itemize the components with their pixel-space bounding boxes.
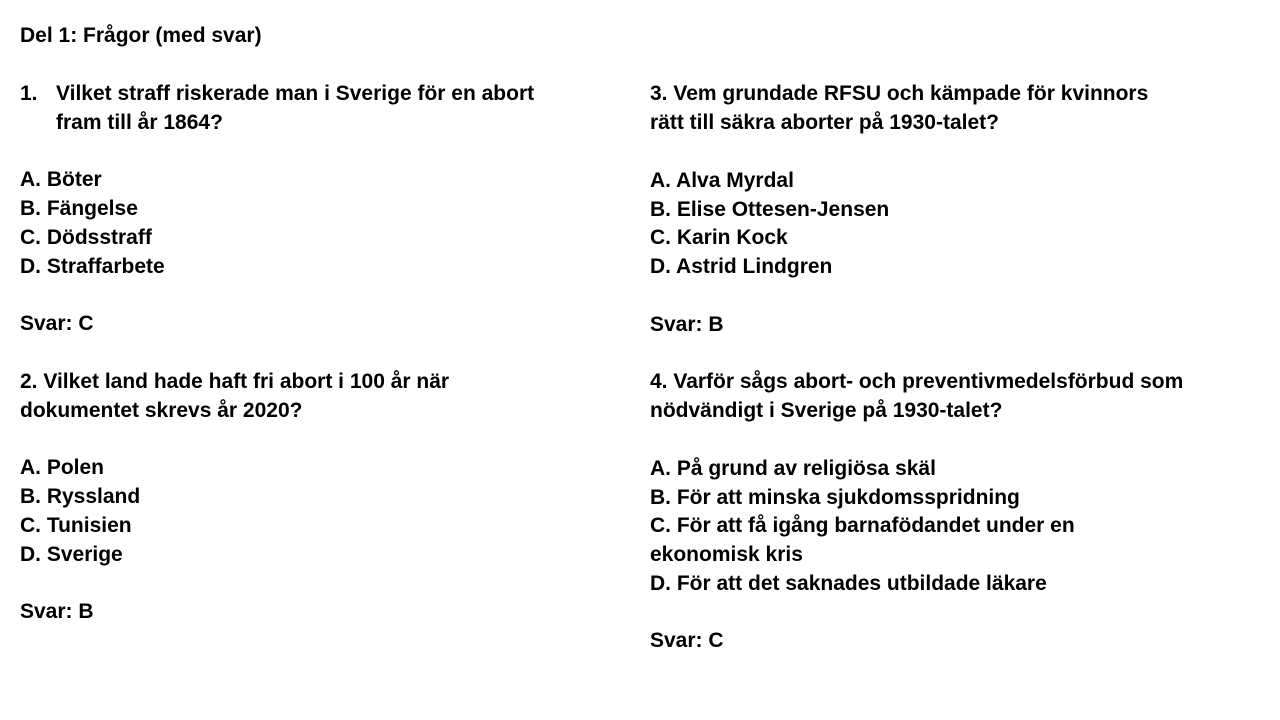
answer: Svar: B <box>20 600 94 623</box>
option-c: C. Karin Kock <box>650 226 788 249</box>
question-text-line: 4. Varför sågs abort- och preventivmedelsförbud som <box>650 370 1184 393</box>
answer: Svar: C <box>650 629 724 652</box>
option-c: C. Tunisien <box>20 514 132 537</box>
question-text-line: 2. Vilket land hade haft fri abort i 100 år när <box>20 370 450 393</box>
option-c: C. För att få igång barnafödandet under en <box>650 514 1075 537</box>
question-number: 1. <box>20 82 38 105</box>
option-a: A. På grund av religiösa skäl <box>650 457 936 480</box>
option-c: C. Dödsstraff <box>20 226 152 249</box>
question-text-line: rätt till säkra aborter på 1930-talet? <box>650 111 999 134</box>
option-a: A. Böter <box>20 168 102 191</box>
option-b: B. Elise Ottesen-Jensen <box>650 198 890 221</box>
question-text-line: dokumentet skrevs år 2020? <box>20 399 303 422</box>
option-b: B. För att minska sjukdomsspridning <box>650 486 1020 509</box>
option-d: D. Sverige <box>20 543 123 566</box>
option-b: B. Fängelse <box>20 197 138 220</box>
question-text-line: 3. Vem grundade RFSU och kämpade för kvinnors <box>650 82 1149 105</box>
option-c-continuation: ekonomisk kris <box>650 543 803 566</box>
option-d: D. Straffarbete <box>20 255 165 278</box>
answer: Svar: B <box>650 313 724 336</box>
answer: Svar: C <box>20 312 94 335</box>
option-a: A. Polen <box>20 456 105 479</box>
option-d: D. För att det saknades utbildade läkare <box>650 572 1047 595</box>
question-text-line: fram till år 1864? <box>56 111 223 134</box>
question-text-line: nödvändigt i Sverige på 1930-talet? <box>650 399 1003 422</box>
option-b: B. Ryssland <box>20 485 141 508</box>
option-a: A. Alva Myrdal <box>650 169 794 192</box>
question-text-line: Vilket straff riskerade man i Sverige för en abort <box>56 82 535 105</box>
page-title: Del 1: Frågor (med svar) <box>20 24 262 47</box>
option-d: D. Astrid Lindgren <box>650 255 833 278</box>
